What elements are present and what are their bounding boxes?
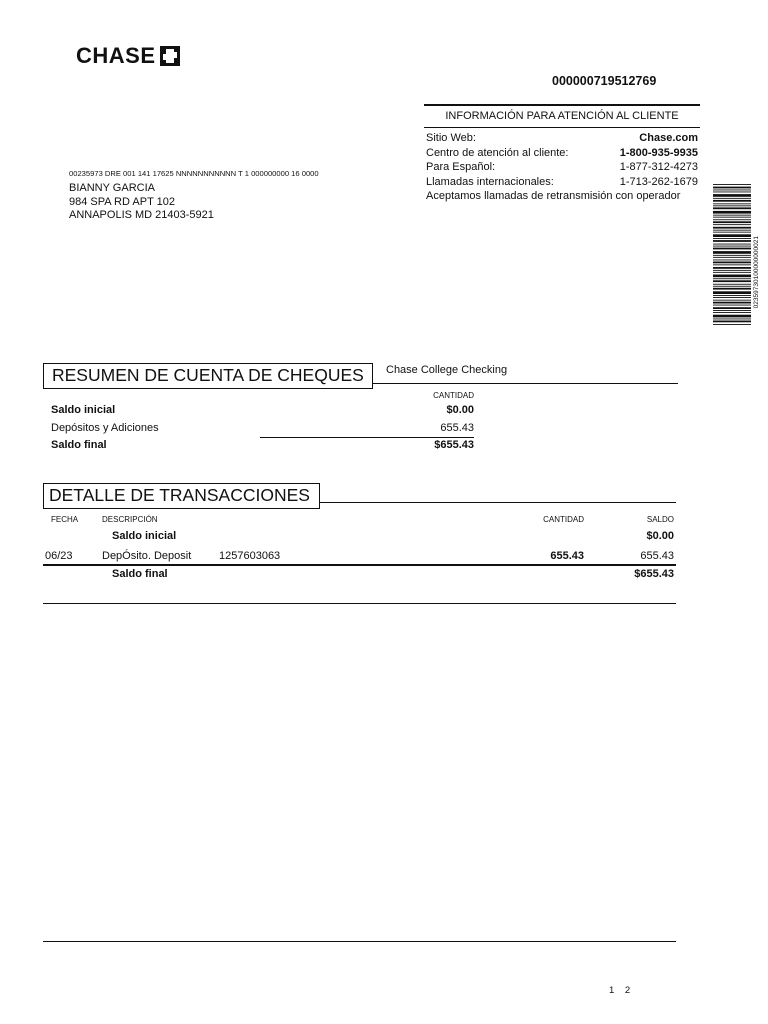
- barcode-bar: [713, 291, 751, 294]
- barcode-bar: [713, 251, 751, 254]
- barcode-bar: [713, 187, 751, 189]
- barcode-bar: [713, 227, 751, 229]
- logo-text: CHASE: [76, 43, 156, 68]
- transaction-row: [43, 548, 676, 565]
- barcode-bar: [713, 270, 751, 271]
- barcode-bar: [713, 288, 751, 290]
- barcode-bar: [713, 286, 751, 287]
- barcode-bar: [713, 234, 751, 237]
- barcode-bar: [713, 215, 751, 216]
- row-label: Saldo inicial: [112, 530, 177, 542]
- summary-row-deposits: [51, 420, 474, 437]
- barcode-bar: [713, 267, 751, 269]
- header-description: DESCRIPCIÓN: [102, 515, 158, 524]
- opening-balance-row: [43, 528, 676, 545]
- website-link[interactable]: Chase.com: [639, 132, 698, 144]
- barcode-bar: [713, 255, 751, 256]
- barcode-bar: [713, 295, 751, 296]
- barcode-bar: [713, 310, 751, 311]
- barcode-bar: [713, 302, 751, 304]
- cs-relay-note: Aceptamos llamadas de retransmisión con operador: [426, 190, 681, 203]
- summary-label: Depósitos y Adiciones: [51, 422, 159, 434]
- barcode-bar: [713, 207, 751, 209]
- barcode-bar: [713, 278, 751, 279]
- transactions-rule: [320, 502, 676, 503]
- customer-service-info: [426, 131, 698, 204]
- barcode-bar: [713, 297, 751, 298]
- cs-row-phone: [426, 146, 698, 161]
- account-number: 000000719512769: [552, 74, 657, 88]
- barcode-bar: [713, 184, 751, 185]
- chase-octagon-icon: [160, 46, 180, 66]
- cs-label: Llamadas internacionales:: [426, 175, 554, 188]
- cs-row-spanish: [426, 160, 698, 175]
- address-code: 00235973 DRE 001 141 17625 NNNNNNNNNNN T 1 000000000 16 0000: [69, 169, 319, 178]
- cs-top-rule: [424, 104, 700, 106]
- mailing-address: [69, 169, 319, 223]
- barcode-bar: [713, 305, 751, 306]
- barcode-bar: [713, 238, 751, 239]
- closing-balance-row: [43, 566, 676, 583]
- customer-name: BIANNY GARCIA: [69, 182, 155, 194]
- barcode-bar: [713, 221, 751, 223]
- barcode-bar: [713, 284, 751, 285]
- summary-amount: 655.43: [440, 422, 474, 434]
- footer-rule: [43, 941, 676, 942]
- barcode-bar: [713, 260, 751, 261]
- barcode-bar: [713, 280, 751, 282]
- barcode-bar: [713, 211, 751, 214]
- barcode-bar: [713, 300, 751, 301]
- barcode-bar: [713, 192, 751, 193]
- summary-amount: $0.00: [446, 404, 474, 416]
- chase-logo: [76, 44, 180, 68]
- row-balance: $655.43: [634, 568, 674, 580]
- barcode-bar: [713, 190, 751, 191]
- barcode-bar: [713, 319, 751, 320]
- barcode-bar: [713, 230, 751, 231]
- txn-description: DepÓsito. Deposit: [102, 550, 192, 562]
- summary-rule: [373, 383, 678, 384]
- barcode-number: 02359730100000000021: [753, 236, 760, 309]
- barcode-bar: [713, 224, 751, 225]
- barcode-bar: [713, 307, 751, 309]
- transactions-title: DETALLE DE TRANSACCIONES: [43, 483, 320, 509]
- barcode-bar: [713, 312, 751, 313]
- cs-label: Para Español:: [426, 161, 496, 174]
- street-address: 984 SPA RD APT 102: [69, 195, 175, 208]
- barcode-bar: [713, 315, 751, 318]
- row-balance: $0.00: [646, 530, 674, 542]
- barcode-bar: [713, 200, 751, 202]
- barcode-bar: [713, 219, 751, 220]
- header-date: FECHA: [51, 515, 79, 524]
- summary-row-opening: [51, 402, 474, 419]
- barcode-bar: [713, 203, 751, 204]
- cs-label: Sitio Web:: [426, 132, 476, 144]
- barcode-bar: [713, 321, 751, 323]
- barcode: [713, 184, 751, 326]
- account-type: Chase College Checking: [386, 364, 508, 376]
- barcode-bar: [713, 240, 751, 242]
- txn-amount: 655.43: [550, 550, 584, 562]
- barcode-bar: [713, 205, 751, 206]
- barcode-bar: [713, 324, 751, 325]
- barcode-bar: [713, 198, 751, 199]
- customer-service-title: INFORMACIÓN PARA ATENCIÓN AL CLIENTE: [445, 110, 679, 122]
- txn-date: 06/23: [45, 550, 73, 562]
- barcode-bar: [713, 275, 751, 278]
- barcode-bar: [713, 232, 751, 233]
- amount-header: CANTIDAD: [433, 391, 474, 400]
- summary-label: Saldo inicial: [51, 404, 116, 416]
- barcode-bar: [713, 262, 751, 264]
- barcode-bar: [713, 246, 751, 247]
- cs-spanish-phone: 1-877-312-4273: [619, 161, 698, 174]
- txn-balance: 655.43: [640, 550, 674, 562]
- transactions-end-rule: [43, 603, 676, 604]
- barcode-bar: [713, 264, 751, 265]
- txn-reference: 1257603063: [219, 550, 281, 562]
- cs-title-rule: [424, 127, 700, 128]
- cs-row-website: [426, 131, 698, 146]
- cs-phone: 1-800-935-9935: [619, 146, 698, 159]
- barcode-bar: [713, 217, 751, 218]
- header-balance: SALDO: [646, 515, 674, 524]
- summary-amount: $655.43: [434, 439, 474, 451]
- summary-label: Saldo final: [51, 439, 107, 451]
- row-label: Saldo final: [112, 568, 168, 580]
- summary-row-closing: [51, 437, 474, 454]
- cs-label: Centro de atención al cliente:: [426, 146, 569, 159]
- cs-international-phone: 1-713-262-1679: [619, 175, 698, 188]
- summary-title: RESUMEN DE CUENTA DE CHEQUES: [43, 363, 373, 389]
- page-number: 1 2: [609, 985, 631, 996]
- barcode-bar: [713, 194, 751, 197]
- barcode-bar: [713, 257, 751, 258]
- cs-row-international: [426, 175, 698, 190]
- barcode-bar: [713, 272, 751, 273]
- barcode-bar: [713, 248, 751, 250]
- barcode-bar: [713, 244, 751, 245]
- header-amount: CANTIDAD: [543, 515, 584, 524]
- city-state-zip: ANNAPOLIS MD 21403-5921: [69, 209, 214, 221]
